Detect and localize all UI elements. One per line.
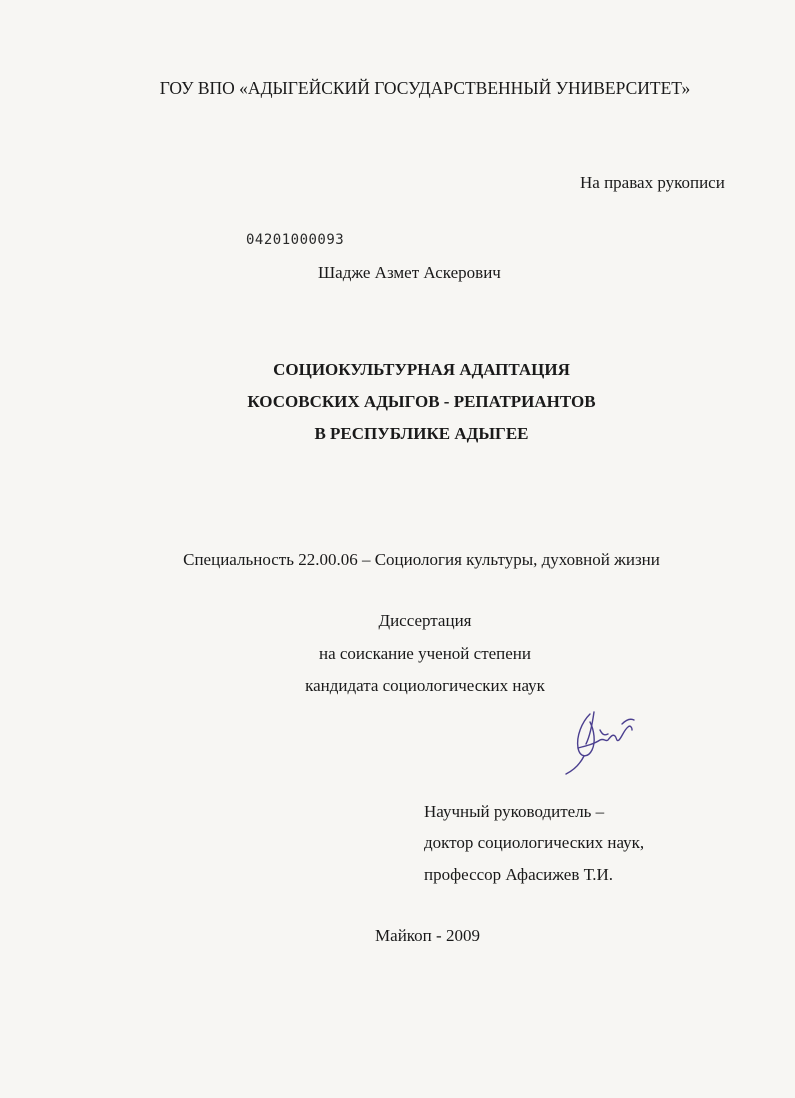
title-line-1: СОЦИОКУЛЬТУРНАЯ АДАПТАЦИЯ xyxy=(273,360,570,379)
title-line-3: В РЕСПУБЛИКЕ АДЫГЕЕ xyxy=(314,424,529,443)
supervisor-line-3: профессор Афасижев Т.И. xyxy=(424,865,614,884)
city-year: Майкоп - 2009 xyxy=(375,926,480,945)
author-name: Шадже Азмет Аскерович xyxy=(318,263,501,282)
supervisor-line-2: доктор социологических наук, xyxy=(424,833,645,852)
dissertation-line-3: кандидата социологических наук xyxy=(305,676,545,695)
title-line-2: КОСОВСКИХ АДЫГОВ - РЕПАТРИАНТОВ xyxy=(247,392,596,411)
signature-icon xyxy=(556,700,646,780)
manuscript-note: На правах рукописи xyxy=(580,173,725,192)
dissertation-line-1: Диссертация xyxy=(378,611,472,630)
supervisor-line-1: Научный руководитель – xyxy=(424,802,605,821)
dissertation-line-2: на соискание ученой степени xyxy=(318,644,532,663)
inventory-number: 04201000093 xyxy=(246,232,345,248)
specialty-line: Специальность 22.00.06 – Социология культуры, духовной жизни xyxy=(183,550,660,569)
university-name: ГОУ ВПО «АДЫГЕЙСКИЙ ГОСУДАРСТВЕННЫЙ УНИВЕРСИТЕТ» xyxy=(159,78,691,98)
